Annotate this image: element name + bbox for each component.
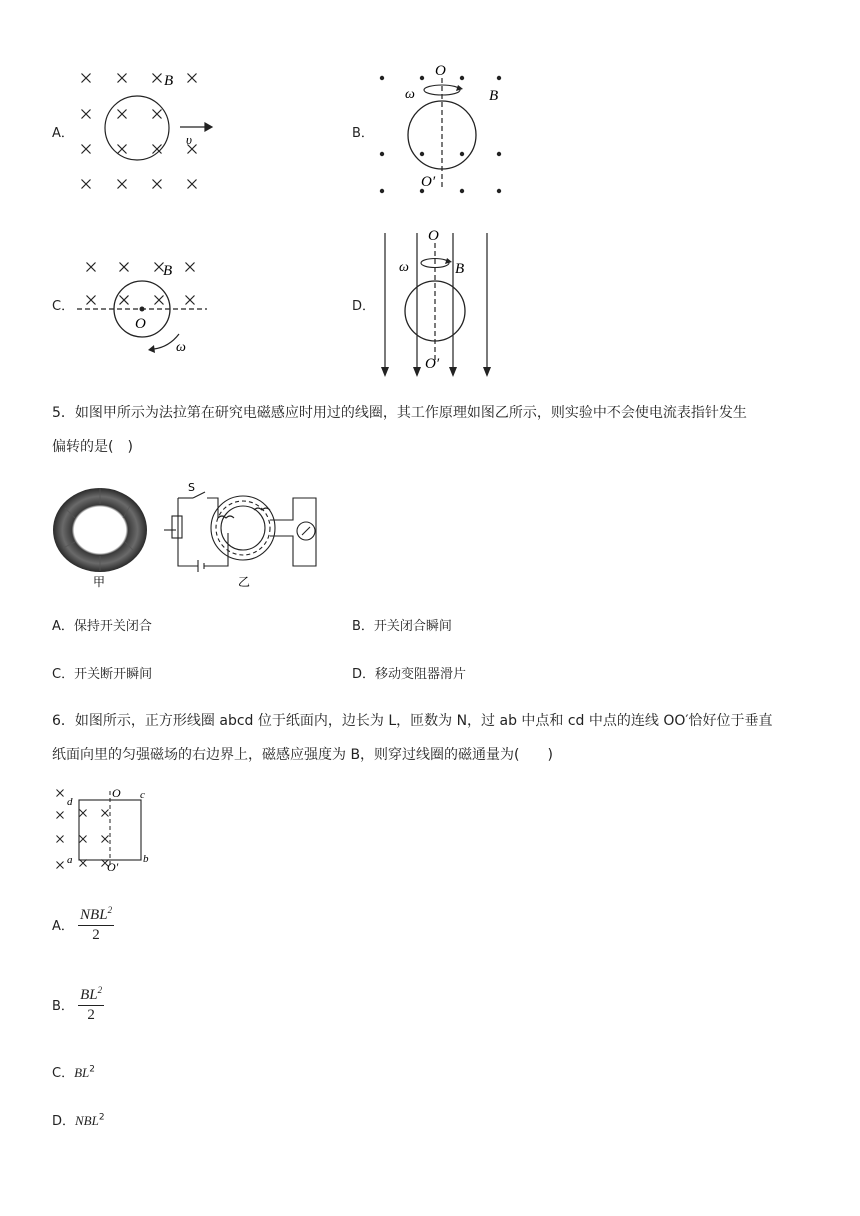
q6-option-a-letter: A． xyxy=(52,919,74,934)
q4-option-c-label[interactable]: C． xyxy=(52,299,75,314)
q6-option-b[interactable] xyxy=(52,985,104,1024)
field-cross-mark xyxy=(57,862,64,869)
q5-stem-line2: 偏转的是( ) xyxy=(52,439,133,455)
q5-option-b[interactable] xyxy=(352,615,452,634)
q6-text-line1: 如图所示，正方形线圈 abcd 位于纸面内，边长为 L，匝数为 N，过 ab 中点和 cd 中点的连线 OO′恰好位于垂直 xyxy=(74,713,773,729)
q6-option-c-letter: C． xyxy=(52,1066,75,1081)
field-cross-mark xyxy=(153,110,162,119)
q6-option-d-sup: 2 xyxy=(98,1112,105,1123)
q5-option-b-text: 开关闭合瞬间 xyxy=(373,619,452,634)
field-cross-mark xyxy=(188,74,197,83)
q4d-o2-label: O′ xyxy=(425,356,440,372)
q5-option-c-text: 开关断开瞬间 xyxy=(74,667,153,682)
field-cross-mark xyxy=(57,836,64,843)
q4-figure-c xyxy=(72,255,212,360)
q5-circuit-diagram xyxy=(158,478,328,590)
q5-coil-photo xyxy=(45,478,155,588)
field-cross-mark xyxy=(118,145,127,154)
q5-text-line1: 如图甲所示为法拉第在研究电磁感应时用过的线圈，其工作原理如图乙所示，则实验中不会使电流表指针发生 xyxy=(74,405,747,421)
q6-option-a-fraction xyxy=(78,905,114,944)
field-cross-mark xyxy=(87,263,96,272)
q6-option-a-num: NBL xyxy=(80,907,108,923)
q6-option-a[interactable] xyxy=(52,905,114,944)
q4-option-b-label[interactable]: B． xyxy=(352,126,374,141)
field-cross-mark xyxy=(153,180,162,189)
q6-option-b-num-sup: 2 xyxy=(97,985,103,995)
q5-option-d[interactable] xyxy=(352,663,466,682)
q6-option-c-sup: 2 xyxy=(89,1064,95,1075)
q4a-v-label: υ xyxy=(186,132,192,147)
q5-option-a[interactable] xyxy=(52,615,152,634)
q6-o-label: O xyxy=(112,786,121,800)
q6-stem xyxy=(52,709,842,733)
q5-option-d-text: 移动变阻器滑片 xyxy=(375,667,467,682)
field-cross-mark xyxy=(120,296,129,305)
q5-option-c-letter: C． xyxy=(52,667,75,682)
field-cross-mark xyxy=(80,836,87,843)
q4a-b-label: B xyxy=(164,73,174,89)
field-cross-mark xyxy=(120,263,129,272)
field-cross-mark xyxy=(155,296,164,305)
q5-option-a-letter: A． xyxy=(52,619,74,634)
q6-o2-label: O′ xyxy=(107,860,119,874)
q6-option-d[interactable] xyxy=(52,1110,105,1129)
field-cross-mark xyxy=(82,74,91,83)
q4b-o-label: O xyxy=(435,63,446,79)
q4c-b-label: B xyxy=(163,263,173,279)
q4d-o-label: O xyxy=(428,228,439,244)
field-cross-mark xyxy=(186,296,195,305)
field-cross-mark xyxy=(153,145,162,154)
field-cross-mark xyxy=(80,810,87,817)
q6-option-b-num: BL xyxy=(80,987,98,1003)
field-cross-mark xyxy=(82,145,91,154)
q6-option-a-den: 2 xyxy=(92,927,100,943)
q6-option-d-text: NBL xyxy=(75,1113,99,1128)
field-cross-mark xyxy=(118,74,127,83)
field-cross-mark xyxy=(153,74,162,83)
q4b-w-label: ω xyxy=(405,87,415,102)
q4d-b-label: B xyxy=(455,261,465,277)
q5-option-c[interactable] xyxy=(52,663,152,682)
q4b-b-label: B xyxy=(489,88,499,104)
q6-option-c-text: BL xyxy=(74,1065,90,1080)
q4b-o2-label: O′ xyxy=(421,174,436,190)
field-cross-mark xyxy=(188,180,197,189)
q6-option-c[interactable] xyxy=(52,1062,95,1081)
q6-d-label: d xyxy=(67,796,73,808)
q4d-w-label: ω xyxy=(399,260,409,275)
field-cross-mark xyxy=(82,110,91,119)
q5-option-a-text: 保持开关闭合 xyxy=(73,619,152,634)
q5-label-jia: 甲 xyxy=(93,575,106,588)
field-cross-mark xyxy=(118,180,127,189)
q6-coil-figure xyxy=(52,785,162,875)
q5-option-d-letter: D． xyxy=(352,667,376,682)
q4-figure-d xyxy=(375,225,505,385)
q5-label-s: S xyxy=(188,481,195,494)
q6-option-d-letter: D． xyxy=(52,1114,76,1129)
field-cross-mark xyxy=(87,296,96,305)
q5-stem xyxy=(52,401,832,425)
q6-option-b-letter: B． xyxy=(52,999,74,1014)
field-cross-mark xyxy=(118,110,127,119)
q4-option-d-label[interactable]: D． xyxy=(352,299,376,314)
q6-c-label: c xyxy=(140,789,145,801)
field-cross-mark xyxy=(82,180,91,189)
field-cross-mark xyxy=(57,812,64,819)
q4-figure-a xyxy=(70,62,220,197)
q4c-w-label: ω xyxy=(176,340,186,355)
field-cross-mark xyxy=(102,836,109,843)
q6-stem-line2: 纸面向里的匀强磁场的右边界上，磁感应强度为 B，则穿过线圈的磁通量为( ) xyxy=(52,747,553,763)
q6-b-label: b xyxy=(143,853,149,865)
field-cross-mark xyxy=(186,263,195,272)
q5-number: 5． xyxy=(52,405,75,421)
q6-number: 6． xyxy=(52,713,75,729)
q6-a-label: a xyxy=(67,854,73,866)
field-cross-mark xyxy=(102,810,109,817)
q4c-o-label: O xyxy=(135,316,146,332)
q4-option-a-label[interactable]: A． xyxy=(52,126,74,141)
q4-figure-b xyxy=(372,60,512,200)
q6-option-b-den: 2 xyxy=(87,1007,95,1023)
q5-label-yi: 乙 xyxy=(238,575,251,589)
field-cross-mark xyxy=(57,790,64,797)
q6-option-a-num-sup: 2 xyxy=(107,905,113,915)
q6-option-b-fraction xyxy=(78,985,104,1024)
q5-option-b-letter: B． xyxy=(352,619,374,634)
